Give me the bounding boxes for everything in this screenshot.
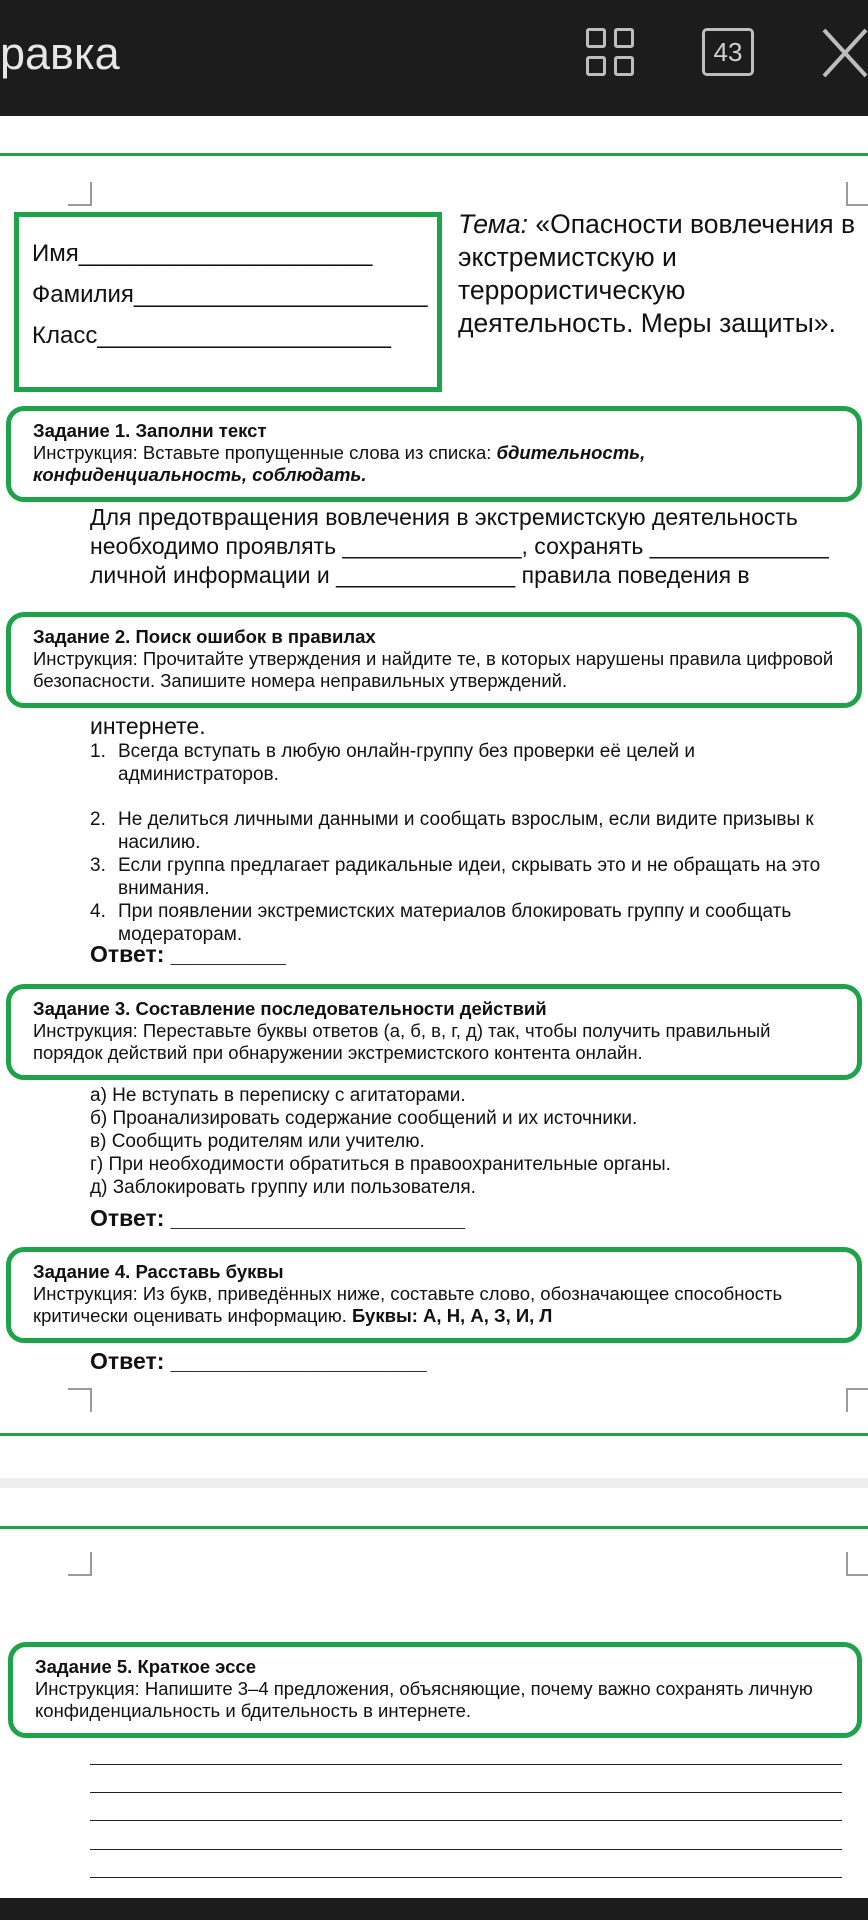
task3-answer: Ответ: _______________________ [90,1205,465,1231]
answer-line [90,1820,842,1821]
task3-title: Задание 3. Составление последовательности действий [33,998,547,1019]
page-separator [0,1478,868,1488]
task4-instruction: Инструкция: Из букв, приведённых ниже, составьте слово, обозначающее способность критически оценивать информацию. Буквы: А, Н, А, З, И, Л [33,1283,783,1326]
task2-title: Задание 2. Поиск ошибок в правилах [33,626,376,647]
task4-answer: Ответ: ____________________ [90,1348,427,1374]
bottom-toolbar [0,1898,868,1920]
task5-box [8,1642,862,1738]
page-corner-mark [68,182,92,206]
topic-text: «Опасности вовлечения в экстремистскую и террористическую деятельность. Меры защиты». [458,209,856,338]
task3-box [6,984,862,1080]
answer-line [90,1792,842,1793]
name-blank: ______________________ [78,240,373,267]
close-icon [820,24,868,84]
task1-line: личной информации и ______________ правила поведения в [90,562,750,588]
task3-list [90,1084,860,1199]
answer-line [90,1849,842,1850]
task1-words: бдительность, конфиденциальность, соблюдать. [33,442,646,485]
task1-text-tail: интернете. [90,713,206,739]
page-corner-mark [846,1552,868,1576]
answer-line [90,1764,842,1765]
surname-label: Фамилия [32,281,134,308]
task4-title: Задание 4. Расставь буквы [33,1261,284,1282]
class-label: Класс [32,322,98,349]
task1-line: необходимо проявлять ______________, сохранять ______________ [90,533,829,559]
surname-blank: ______________________ [133,281,428,308]
task1-title: Задание 1. Заполни текст [33,420,267,441]
topic-heading [458,208,858,340]
list-item: 3. Если группа предлагает радикальные идеи, скрывать это и не обращать на это внимания. [90,855,821,899]
page-count-button[interactable]: 43 [702,28,754,76]
class-blank: ______________________ [97,322,391,349]
list-item: г) При необходимости обратиться в правоохранительные органы. [90,1154,671,1175]
task4-box [6,1247,862,1343]
surname-field [32,281,428,309]
class-field [32,322,391,350]
document-title: равка [0,28,120,79]
name-field [32,240,372,268]
task4-letters: Буквы: А, Н, А, З, И, Л [351,1305,553,1326]
list-item: 4. При появлении экстремистских материалов блокировать группу и сообщать модераторам. [90,901,792,945]
page-bottom-rule [0,1433,868,1436]
list-item: 1. Всегда вступать в любую онлайн-группу без проверки её целей и администраторов. [90,741,695,785]
page-top-rule [0,153,868,156]
topic-label: Тема: [458,209,529,239]
task5-title: Задание 5. Краткое эссе [35,1656,256,1677]
task1-instruction: Инструкция: Вставьте пропущенные слова из списка: бдительность, конфиденциальность, соблюдать. [33,442,646,485]
page-corner-mark [68,1552,92,1576]
page-corner-mark [68,1388,92,1412]
task2-instruction: Инструкция: Прочитайте утверждения и найдите те, в которых нарушены правила цифровой безопасности. Запишите номера неправильных утверждений. [33,648,834,691]
task1-box [6,406,862,502]
task2-answer: Ответ: _________ [90,941,286,967]
task3-instruction: Инструкция: Переставьте буквы ответов (а, б, в, г, д) так, чтобы получить правильный порядок действий при обнаружении экстремистского контента онлайн. [33,1020,771,1063]
close-button[interactable] [820,24,868,84]
answer-line [90,1877,842,1878]
list-item: б) Проанализировать содержание сообщений и их источники. [90,1108,638,1129]
task1-line: Для предотвращения вовлечения в экстремистскую деятельность [90,504,798,530]
page-corner-mark [846,1388,868,1412]
grid-view-button[interactable] [584,26,638,80]
name-label: Имя [32,240,79,267]
task2-box [6,612,862,708]
list-item: д) Заблокировать группу или пользователя. [90,1177,476,1198]
list-item: в) Сообщить родителям или учителю. [90,1131,425,1152]
task5-instruction: Инструкция: Напишите 3–4 предложения, объясняющие, почему важно сохранять личную конфиденциальность и бдительность в интернете. [35,1678,813,1721]
list-item: 2. Не делиться личными данными и сообщать взрослым, если видите призывы к насилию. [90,809,814,853]
list-item: а) Не вступать в переписку с агитаторами. [90,1085,466,1106]
page-corner-mark [846,182,868,206]
task2-list [90,740,860,946]
task1-text [90,503,860,590]
page-top-rule [0,1526,868,1529]
